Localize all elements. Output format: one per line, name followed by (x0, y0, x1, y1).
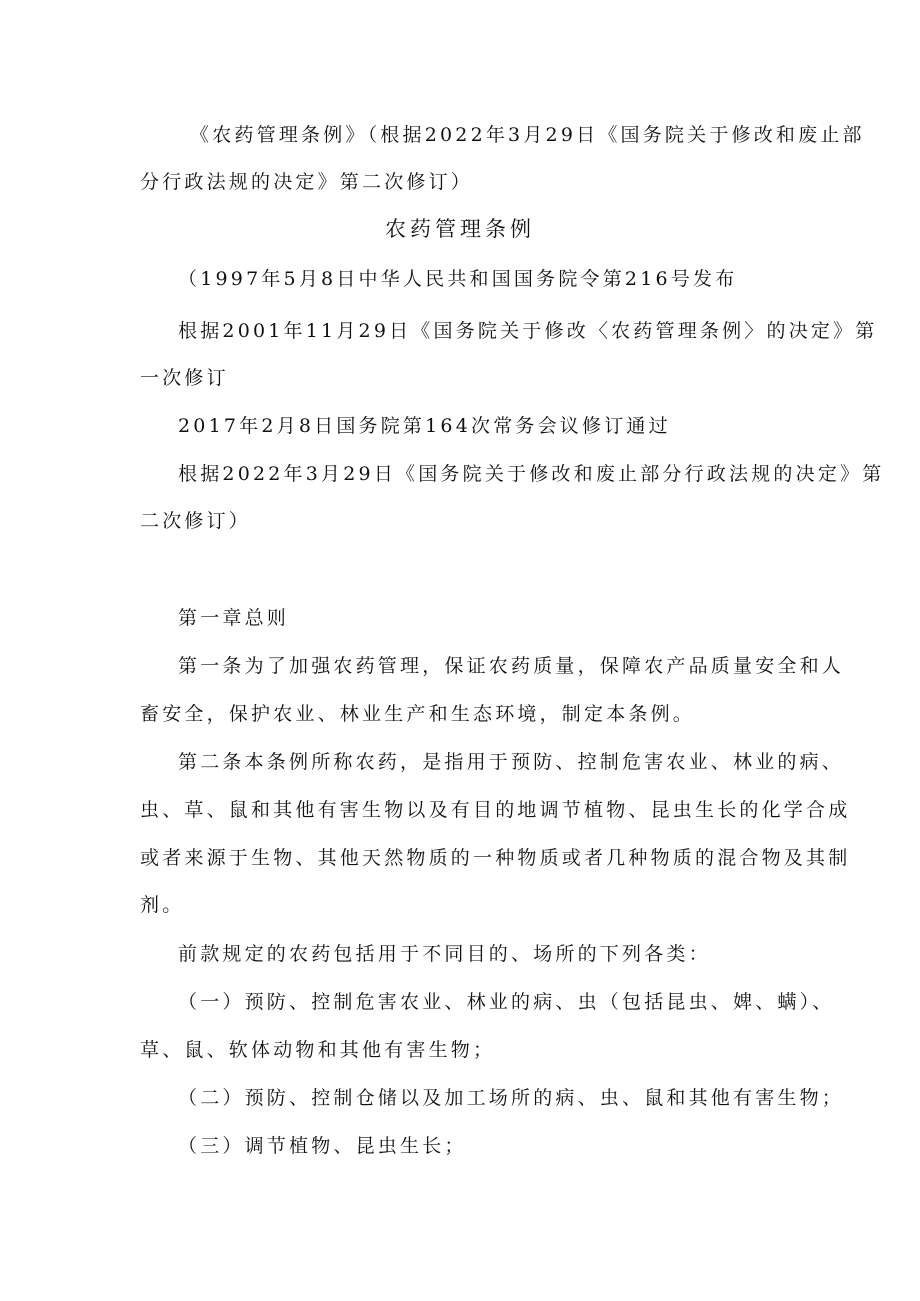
document-title: 农药管理条例 (385, 217, 535, 241)
history-line-1: （1997年5月8日中华人民共和国国务院令第216号发布 (178, 268, 738, 290)
article-1-line-2: 畜安全，保护农业、林业生产和生态环境，制定本条例。 (140, 703, 696, 725)
article-2-line-2: 虫、草、鼠和其他有害生物以及有目的地调节植物、昆虫生长的化学合成 (140, 799, 851, 821)
history-line-4: 2017年2月8日国务院第164次常务会议修订通过 (178, 415, 671, 437)
article-2-line-3: 或者来源于生物、其他天然物质的一种物质或者几种物质的混合物及其制 (140, 847, 851, 869)
intro-line-2: 分行政法规的决定》第二次修订） (140, 171, 474, 193)
category-2: （二）预防、控制仓储以及加工场所的病、虫、鼠和其他有害生物； (178, 1087, 845, 1109)
article-1-line-1: 第一条为了加强农药管理，保证农药质量，保障农产品质量安全和人 (178, 655, 845, 677)
category-3: （三）调节植物、昆虫生长； (178, 1135, 467, 1157)
article-2-line-1: 第二条本条例所称农药，是指用于预防、控制危害农业、林业的病、 (178, 751, 845, 773)
category-intro: 前款规定的农药包括用于不同目的、场所的下列各类： (178, 943, 711, 965)
category-1-line-1: （一）预防、控制危害农业、林业的病、虫（包括昆虫、婢、螨）、 (178, 991, 835, 1013)
intro-line-1: 《农药管理条例》（根据2022年3月29日《国务院关于修改和废止部 (190, 124, 865, 146)
history-line-6: 二次修订） (140, 510, 252, 532)
history-line-3: 一次修订 (140, 367, 229, 389)
chapter-heading: 第一章总则 (178, 607, 290, 629)
history-line-2: 根据2001年11月29日《国务院关于修改〈农药管理条例〉的决定》第 (178, 320, 878, 342)
category-1-line-2: 草、鼠、软体动物和其他有害生物； (140, 1039, 496, 1061)
history-line-5: 根据2022年3月29日《国务院关于修改和废止部分行政法规的决定》第 (178, 463, 885, 485)
article-2-line-4: 剂。 (140, 894, 185, 916)
